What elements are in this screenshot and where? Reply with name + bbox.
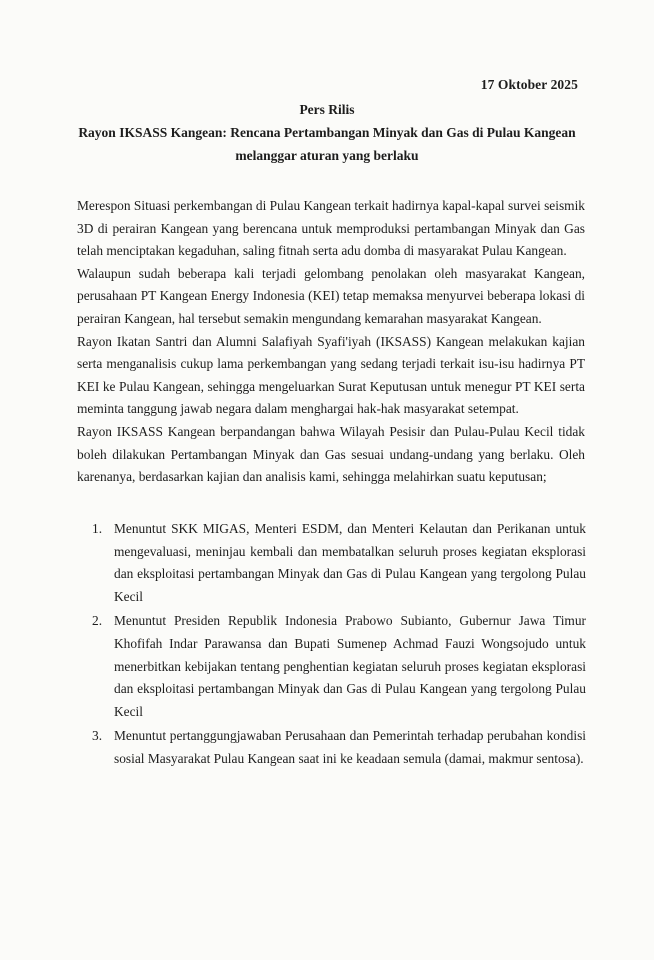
paragraph-3: Rayon Ikatan Santri dan Alumni Salafiyah Syafi'iyah (IKSASS) Kangean melakukan kajian serta menganalisis cukup lama perkembangan yang sedang terjadi terkait isu-isu hadirnya PT KEI ke Pulau Kangean, sehingga mengeluarkan Surat Keputusan untuk menegur PT KEI serta meminta tanggung jawab negara dalam menghargai hak-hak masyarakat setempat. [77, 333, 585, 417]
demand-number: 1. [92, 521, 103, 536]
document-body [77, 195, 585, 489]
demand-text: Menuntut Presiden Republik Indonesia Prabowo Subianto, Gubernur Jawa Timur Khofifah Indar Parawansa dan Bupati Sumenep Achmad Fauzi Wongsojudo untuk menerbitkan kebijakan tentang penghentian kegiatan seluruh proses kegiatan eksplorasi dan eksploitasi pertambangan Minyak dan Gas di Pulau Kangean yang tergolong Pulau Kecil [114, 613, 586, 719]
document-date: 17 Oktober 2025 [480, 77, 578, 92]
demand-number: 2. [92, 613, 103, 629]
demand-text: Menuntut pertanggungjawaban Perusahaan dan Pemerintah terhadap perubahan kondisi sosial Masyarakat Pulau Kangean saat ini ke keadaan semula (damai, makmur sentosa). [114, 728, 586, 766]
demand-text: Menuntut SKK MIGAS, Menteri ESDM, dan Menteri Kelautan dan Perikanan untuk mengevaluasi, meninjau kembali dan membatalkan seluruh proses kegiatan eksplorasi dan eksploitasi pertambangan Minyak dan Gas di Pulau Kangean yang tergolong Pulau Kecil [114, 521, 586, 604]
demands-list [92, 518, 586, 773]
paragraph-2: Walaupun sudah beberapa kali terjadi gelombang penolakan oleh masyarakat Kangean, perusahaan PT Kangean Energy Indonesia (KEI) tetap memaksa menyurvei beberapa lokasi di perairan Kangean, hal tersebut semakin mengundang kemarahan masyarakat Kangean. [77, 265, 585, 326]
paragraph-1: Merespon Situasi perkembangan di Pulau Kangean terkait hadirnya kapal-kapal survei seismik 3D di perairan Kangean yang berencana untuk memproduksi pertambangan Minyak dan Gas telah menciptakan kegaduhan, saling fitnah serta adu domba di masyarakat Pulau Kangean. [77, 198, 585, 259]
document-title-line-1: Rayon IKSASS Kangean: Rencana Pertambangan Minyak dan Gas di Pulau Kangean [78, 125, 576, 140]
demand-item-3 [92, 725, 586, 770]
demand-item-1 [92, 518, 586, 608]
demand-item-2 [92, 610, 586, 723]
document-title-line-2: melanggar aturan yang berlaku [235, 148, 419, 163]
document-label: Pers Rilis [299, 102, 355, 117]
demand-number: 3. [92, 728, 103, 744]
paragraph-4: Rayon IKSASS Kangean berpandangan bahwa Wilayah Pesisir dan Pulau-Pulau Kecil tidak boleh dilakukan Pertambangan Minyak dan Gas sesuai undang-undang yang berlaku. Oleh karenanya, berdasarkan kajian dan analisis kami, sehingga melahirkan suatu keputusan; [77, 423, 585, 485]
